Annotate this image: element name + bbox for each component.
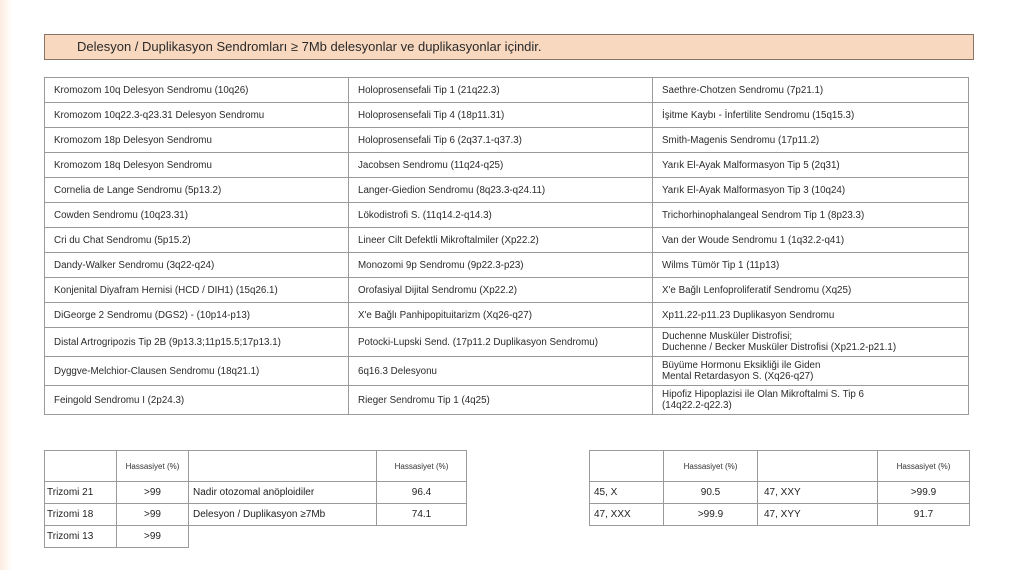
syndrome-cell: Holoprosensefali Tip 1 (21q22.3): [349, 78, 653, 103]
sensitivity-header: Hassasiyet (%): [664, 451, 758, 482]
autosomal-sensitivity-table: [44, 450, 467, 548]
syndrome-cell: Yarık El-Ayak Malformasyon Tip 5 (2q31): [653, 153, 969, 178]
sensitivity-header: Hassasiyet (%): [117, 451, 189, 482]
table-row: [590, 482, 970, 504]
sensitivity-value: 90.5: [664, 482, 758, 504]
condition-name: Delesyon / Duplikasyon ≥7Mb: [189, 504, 377, 526]
syndrome-cell: Holoprosensefali Tip 6 (2q37.1-q37.3): [349, 128, 653, 153]
sensitivity-value: 74.1: [377, 504, 467, 526]
syndrome-cell: Büyüme Hormonu Eksikliği ile Giden Mental Retardasyon S. (Xq26-q27): [653, 357, 969, 386]
sensitivity-value: 96.4: [377, 482, 467, 504]
table-row: [45, 328, 969, 357]
karyotype-name: 45, X: [590, 482, 664, 504]
table-row: [45, 526, 467, 548]
condition-name: Trizomi 21: [45, 482, 117, 504]
table-row: [45, 253, 969, 278]
empty-header-cell: [45, 451, 117, 482]
table-row: [45, 78, 969, 103]
table-row: [45, 128, 969, 153]
sensitivity-header: Hassasiyet (%): [377, 451, 467, 482]
condition-name: Nadir otozomal anöploidiler: [189, 482, 377, 504]
syndrome-cell: Lineer Cilt Defektli Mikroftalmiler (Xp22.2): [349, 228, 653, 253]
table-row: [590, 504, 970, 526]
table-row: [45, 278, 969, 303]
sensitivity-value: >99: [117, 504, 189, 526]
sensitivity-value: >99.9: [664, 504, 758, 526]
table-row: [45, 203, 969, 228]
syndrome-cell: Potocki-Lupski Send. (17p11.2 Duplikasyon Sendromu): [349, 328, 653, 357]
table-row: [45, 303, 969, 328]
empty-cell: [189, 526, 377, 548]
syndrome-cell: Konjenital Diyafram Hernisi (HCD / DIH1) (15q26.1): [45, 278, 349, 303]
syndrome-cell: Duchenne Musküler Distrofisi; Duchenne / Becker Musküler Distrofisi (Xp21.2-p21.1): [653, 328, 969, 357]
syndrome-cell: Smith-Magenis Sendromu (17p11.2): [653, 128, 969, 153]
sensitivity-value: >99.9: [878, 482, 970, 504]
sensitivity-value: >99: [117, 526, 189, 548]
table-row: [45, 153, 969, 178]
table-row: [45, 357, 969, 386]
syndrome-cell: Kromozom 10q Delesyon Sendromu (10q26): [45, 78, 349, 103]
syndrome-cell: Cri du Chat Sendromu (5p15.2): [45, 228, 349, 253]
table-row: [45, 386, 969, 415]
empty-header-cell: [590, 451, 664, 482]
syndrome-cell: Monozomi 9p Sendromu (9p22.3-p23): [349, 253, 653, 278]
syndrome-cell: İşitme Kaybı - İnfertilite Sendromu (15q15.3): [653, 103, 969, 128]
syndrome-cell: Wilms Tümör Tip 1 (11p13): [653, 253, 969, 278]
syndrome-cell: Dyggve-Melchior-Clausen Sendromu (18q21.1): [45, 357, 349, 386]
sex-chromosome-sensitivity-table: [589, 450, 970, 526]
table-row: [45, 103, 969, 128]
syndrome-cell: Lökodistrofi S. (11q14.2-q14.3): [349, 203, 653, 228]
table-row: [45, 228, 969, 253]
syndrome-cell: Jacobsen Sendromu (11q24-q25): [349, 153, 653, 178]
empty-cell: [377, 526, 467, 548]
syndrome-cell: Trichorhinophalangeal Sendrom Tip 1 (8p23.3): [653, 203, 969, 228]
karyotype-name: 47, XYY: [758, 504, 878, 526]
table-row: [45, 504, 467, 526]
table-row: [45, 178, 969, 203]
syndrome-cell: Kromozom 10q22.3-q23.31 Delesyon Sendromu: [45, 103, 349, 128]
syndrome-cell: Dandy-Walker Sendromu (3q22-q24): [45, 253, 349, 278]
syndrome-cell: Yarık El-Ayak Malformasyon Tip 3 (10q24): [653, 178, 969, 203]
syndrome-cell: Kromozom 18p Delesyon Sendromu: [45, 128, 349, 153]
table-row: [45, 482, 467, 504]
condition-name: Trizomi 18: [45, 504, 117, 526]
karyotype-name: 47, XXX: [590, 504, 664, 526]
empty-header-cell: [189, 451, 377, 482]
sensitivity-value: 91.7: [878, 504, 970, 526]
syndrome-cell: Langer-Giedion Sendromu (8q23.3-q24.11): [349, 178, 653, 203]
condition-name: Trizomi 13: [45, 526, 117, 548]
syndrome-cell: Holoprosensefali Tip 4 (18p11.31): [349, 103, 653, 128]
syndrome-cell: Hipofiz Hipoplazisi ile Olan Mikroftalmi S. Tip 6 (14q22.2-q22.3): [653, 386, 969, 415]
page-edge-decoration: [0, 0, 12, 570]
page-title-banner: Delesyon / Duplikasyon Sendromları ≥ 7Mb delesyonlar ve duplikasyonlar içindir.: [44, 34, 974, 60]
syndrome-cell: Saethre-Chotzen Sendromu (7p21.1): [653, 78, 969, 103]
syndrome-cell: Van der Woude Sendromu 1 (1q32.2-q41): [653, 228, 969, 253]
empty-header-cell: [758, 451, 878, 482]
syndrome-cell: Orofasiyal Dijital Sendromu (Xp22.2): [349, 278, 653, 303]
syndrome-cell: Feingold Sendromu I (2p24.3): [45, 386, 349, 415]
syndrome-cell: Cornelia de Lange Sendromu (5p13.2): [45, 178, 349, 203]
syndrome-cell: DiGeorge 2 Sendromu (DGS2) - (10p14-p13): [45, 303, 349, 328]
sensitivity-header: Hassasiyet (%): [878, 451, 970, 482]
syndrome-cell: Kromozom 18q Delesyon Sendromu: [45, 153, 349, 178]
karyotype-name: 47, XXY: [758, 482, 878, 504]
syndrome-cell: Rieger Sendromu Tip 1 (4q25): [349, 386, 653, 415]
syndrome-cell: X'e Bağlı Panhipopituitarizm (Xq26-q27): [349, 303, 653, 328]
sensitivity-value: >99: [117, 482, 189, 504]
syndrome-cell: 6q16.3 Delesyonu: [349, 357, 653, 386]
syndrome-cell: Xp11.22-p11.23 Duplikasyon Sendromu: [653, 303, 969, 328]
syndrome-cell: Distal Artrogripozis Tip 2B (9p13.3;11p15.5;17p13.1): [45, 328, 349, 357]
syndromes-table: [44, 77, 969, 415]
syndrome-cell: X'e Bağlı Lenfoproliferatif Sendromu (Xq25): [653, 278, 969, 303]
syndrome-cell: Cowden Sendromu (10q23.31): [45, 203, 349, 228]
